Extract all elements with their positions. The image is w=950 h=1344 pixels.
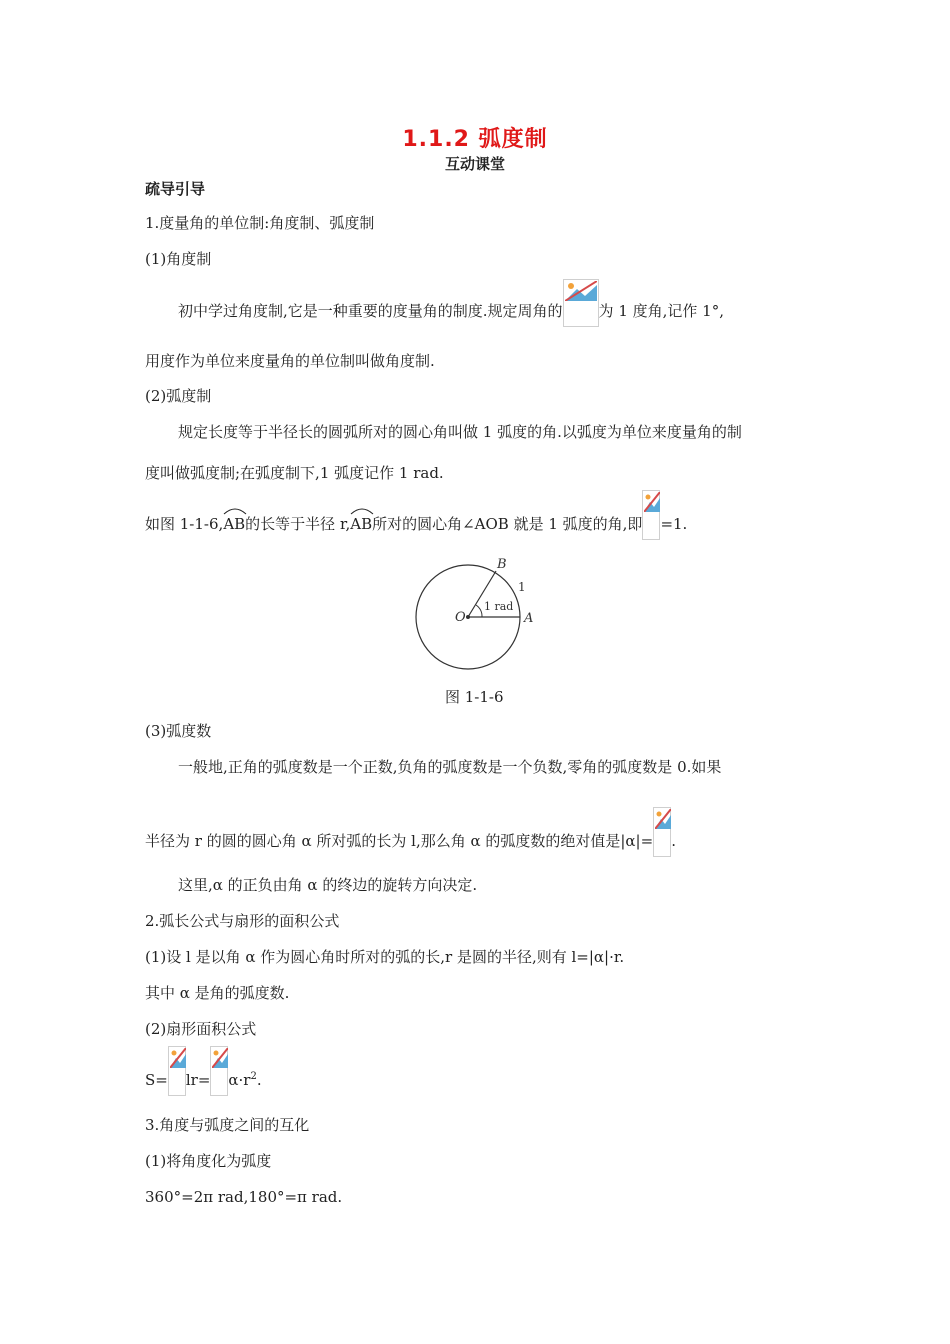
arc-ab-1-label: AB: [223, 515, 246, 533]
sector-formula-b: lr=: [185, 1071, 211, 1089]
broken-image-icon: [642, 490, 660, 540]
paragraph-radian-def: 规定长度等于半径长的圆弧所对的圆心角叫做 1 弧度的角.以弧度为单位来度量角的制: [178, 423, 742, 441]
arc-ab-2: [350, 514, 372, 534]
paragraph-formula-heading: 2.弧长公式与扇形的面积公式: [145, 912, 340, 930]
label-o: O: [455, 610, 466, 625]
arc-symbol-icon: [223, 507, 247, 515]
paragraph-arc-note: 其中 α 是角的弧度数.: [145, 984, 290, 1002]
paragraph-figure-ref: [145, 510, 687, 540]
arc-symbol-icon: [350, 507, 374, 515]
label-a: A: [524, 611, 534, 626]
paragraph-sector-formula: [145, 1066, 262, 1096]
sector-formula-d: .: [256, 1071, 262, 1089]
arc-ab-1: [223, 514, 245, 534]
paragraph-degree-def-b: 为 1 度角,记作 1°,: [598, 302, 724, 320]
figure-ref-b: 的长等于半径 r,: [245, 515, 351, 533]
broken-image-icon: [563, 279, 599, 327]
figure-ref-d: =1.: [660, 515, 688, 533]
paragraph-conversion-values: 360°=2π rad,180°=π rad.: [145, 1188, 343, 1206]
angle-arc: [476, 605, 482, 617]
paragraph-radian-heading: (2)弧度制: [145, 387, 212, 405]
paragraph-abs-value: [145, 827, 676, 857]
figure-ref-c: 所对的圆心角∠AOB 就是 1 弧度的角,即: [372, 515, 643, 533]
sector-formula-sup: 2: [250, 1071, 257, 1082]
image-placeholder-icon: [644, 492, 660, 512]
abs-value-b: .: [671, 832, 676, 850]
label-arc-length: 1: [518, 580, 526, 594]
page-subtitle: 互动课堂: [444, 155, 505, 173]
image-placeholder-icon: [170, 1048, 186, 1068]
section-heading: 疏导引导: [145, 180, 206, 198]
paragraph-degree-unit: 用度作为单位来度量角的单位制叫做角度制.: [145, 352, 435, 370]
paragraph-radian-number-heading: (3)弧度数: [145, 722, 212, 740]
paragraph-sector-heading: (2)扇形面积公式: [145, 1020, 257, 1038]
paragraph-degree-def: [178, 297, 724, 327]
arc-ab-2-label: AB: [350, 515, 373, 533]
figure-ref-a: 如图 1-1-6,: [145, 515, 224, 533]
paragraph-degree-heading: (1)角度制: [145, 250, 212, 268]
image-placeholder-icon: [655, 809, 671, 829]
abs-value-a: 半径为 r 的圆的圆心角 α 所对弧的长为 l,那么角 α 的弧度数的绝对值是|α|=: [145, 832, 654, 850]
center-point: [466, 615, 470, 619]
figure-caption: 图 1-1-6: [445, 688, 504, 706]
paragraph-units: 1.度量角的单位制:角度制、弧度制: [145, 214, 375, 232]
sector-formula-c: α·r: [228, 1071, 251, 1089]
label-b: B: [497, 557, 507, 572]
image-placeholder-icon: [212, 1048, 228, 1068]
paragraph-radian-number: 一般地,正角的弧度数是一个正数,负角的弧度数是一个负数,零角的弧度数是 0.如果: [178, 758, 722, 776]
image-placeholder-icon: [565, 281, 597, 301]
paragraph-radian-def-cont: 度叫做弧度制;在弧度制下,1 弧度记作 1 rad.: [145, 464, 444, 482]
paragraph-sign: 这里,α 的正负由角 α 的终边的旋转方向决定.: [178, 876, 478, 894]
paragraph-arc-length: (1)设 l 是以角 α 作为圆心角时所对的弧的长,r 是圆的半径,则有 l=|α|·r.: [145, 948, 625, 966]
paragraph-conversion-heading: 3.角度与弧度之间的互化: [145, 1116, 310, 1134]
paragraph-degree-def-a: 初中学过角度制,它是一种重要的度量角的制度.规定周角的: [178, 302, 563, 320]
broken-image-icon: [168, 1046, 186, 1096]
page-title: 1.1.2 弧度制: [402, 127, 548, 152]
circle-figure: [400, 550, 550, 680]
label-rad: 1 rad: [484, 600, 514, 613]
broken-image-icon: [210, 1046, 228, 1096]
paragraph-conversion-sub: (1)将角度化为弧度: [145, 1152, 272, 1170]
sector-formula-a: S=: [145, 1071, 168, 1089]
broken-image-icon: [653, 807, 671, 857]
